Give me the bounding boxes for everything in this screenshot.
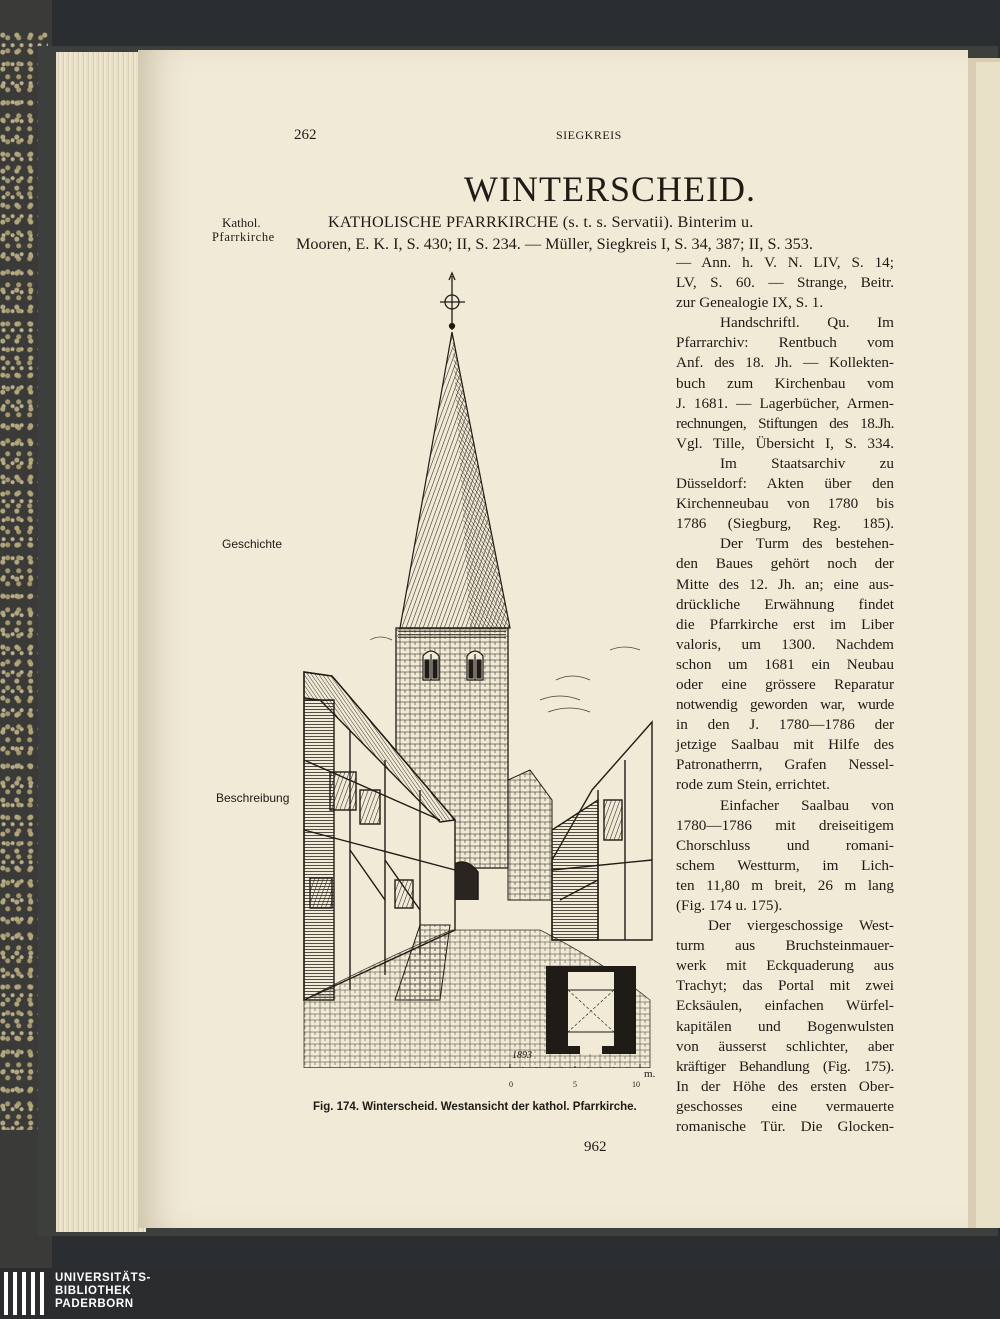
column-line: Einfacher Saalbau von [720,796,894,814]
library-name-line-2: BIBLIOTHEK [55,1285,132,1297]
column-line: Ecksäulen, einfachen Würfel- [676,997,894,1015]
column-line: — Ann. h. V. N. LIV, S. 14; [676,254,894,271]
column-line: jetzige Saalbau mit Hilfe des [676,736,894,754]
running-head: SIEGKREIS [556,128,622,142]
library-name-line-3: PADERBORN [55,1298,134,1310]
page-title: WINTERSCHEID. [464,169,756,209]
column-line: rechnungen, Stiftungen des 18.Jh. [676,414,894,432]
floor-plan [546,966,636,1054]
column-line: kräftiger Behandlung (Fig. 175). [676,1057,894,1075]
column-line: rode zum Stein, errichtet. [676,776,830,794]
spire [400,332,510,628]
column-line: Chorschluss und romani- [676,836,894,854]
scale-label: 10 [632,1080,640,1089]
column-line: den Baues gehört noch der [676,555,894,573]
column-line: notwendig geworden war, wurde [676,696,894,714]
column-line: Pfarrarchiv: Rentbuch vom [676,334,894,352]
column-line: die Pfarrkirche erst im Liber [676,615,894,633]
column-line: oder eine grössere Reparatur [676,675,894,693]
column-line: schem Westturm, im Lich- [676,856,894,874]
page-stack [56,52,146,1232]
column-line: Kirchenneubau von 1780 bis [676,495,894,513]
figure-caption: Fig. 174. Winterscheid. Westansicht der kathol. Pfarrkirche. [313,1101,637,1113]
column-line: valoris, um 1300. Nachdem [676,635,894,653]
column-line: Der Turm des bestehen- [720,535,894,553]
scale-label: 0 [509,1080,513,1089]
column-line: Mitte des 12. Jh. an; eine aus- [676,575,894,593]
column-line: turm aus Bruchsteinmauer- [676,937,894,955]
text-column [676,253,894,1137]
scale-label: m. [644,1068,656,1080]
column-line: von äusserst schlichter, aber [676,1037,894,1055]
facing-page-strip [976,62,1000,1228]
column-line: kapitälen und Bogenwulsten [676,1017,894,1035]
column-line: Düsseldorf: Akten über den [676,475,894,493]
column-line: Trachyt; das Portal mit zwei [676,977,894,995]
column-line: Vgl. Tille, Übersicht I, S. 334. [676,434,894,452]
column-line: romanische Tür. Die Glocken- [676,1118,894,1136]
margin-note-kathol: Kathol. [222,215,261,230]
tower-window [467,651,483,680]
page-number: 262 [294,127,317,143]
column-line: drückliche Erwähnung findet [676,595,894,613]
column-line: werk mit Eckquaderung aus [676,957,894,975]
margin-note-beschreibung: Beschreibung [216,791,290,805]
library-logo-icon [4,1272,50,1315]
column-line: Der viergeschossige West- [708,917,894,935]
column-line: LV, S. 60. — Strange, Beitr. [676,274,894,292]
margin-note-geschichte: Geschichte [222,537,283,551]
column-line: Im Staatsarchiv zu [720,454,894,472]
column-line: In der Höhe des ersten Ober- [676,1077,894,1095]
column-line: zur Genealogie IX, S. 1. [676,294,824,312]
column-line: J. 1681. — Lagerbücher, Armen- [676,394,894,412]
scale-label: 5 [573,1080,577,1089]
column-line: ten 11,80 m breit, 26 m lang [676,876,894,894]
footer-page-number: 962 [584,1139,607,1155]
column-line: 1780—1786 mit dreiseitigem [676,816,894,834]
weathervane [440,273,465,330]
body-line-1: KATHOLISCHE PFARRKIRCHE (s. t. s. Servatii). Binterim u. [328,213,754,231]
column-line: Handschriftl. Qu. Im [720,314,894,332]
library-name-line-1: UNIVERSITÄTS- [55,1272,151,1284]
church-illustration [302,268,658,1068]
column-line: Patronatherrn, Grafen Nessel- [676,756,894,774]
nave [508,770,552,900]
column-line: buch zum Kirchenbau vom [676,374,894,392]
column-line: (Fig. 174 u. 175). [676,897,783,914]
column-line: 1786 (Siegburg, Reg. 185). [676,515,894,533]
column-line: geschosses eine vermauerte [676,1097,894,1115]
tower-window [423,651,439,680]
column-line: in den J. 1780—1786 der [676,716,894,734]
figure-year: 1893 [512,1050,532,1061]
half-timbered-house-right [552,722,652,940]
column-line: Anf. des 18. Jh. — Kollekten- [676,354,894,372]
margin-note-pfarrkirche: Pfarrkirche [212,230,275,244]
column-line: schon um 1681 ein Neubau [676,655,894,673]
body-line-2: Mooren, E. K. I, S. 430; II, S. 234. — Müller, Siegkreis I, S. 34, 387; II, S. 353. [296,235,813,253]
